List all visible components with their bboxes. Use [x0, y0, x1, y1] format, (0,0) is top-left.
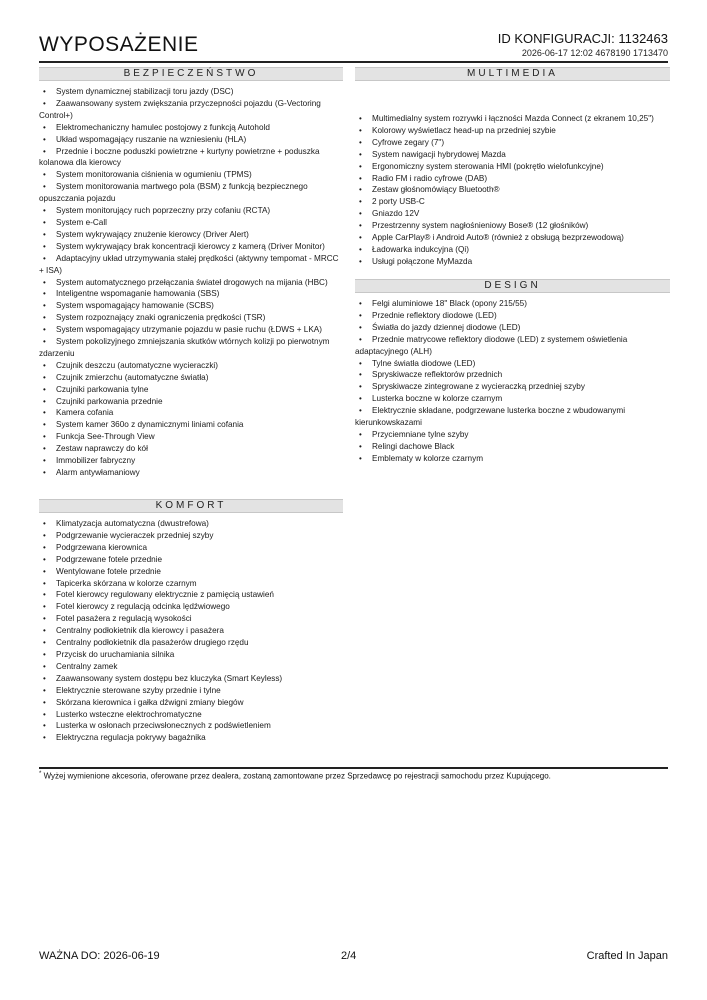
list-item: • Tylne światła diodowe (LED) [355, 358, 670, 370]
header-divider [39, 61, 668, 63]
list-item: • Multimedialny system rozrywki i łączności Mazda Connect (z ekranem 10,25") [355, 113, 670, 125]
list-item: • System pokolizyjnego zmniejszania skutków wtórnych kolizji po pierwotnym zdarzeniu [39, 336, 343, 360]
list-item: • Przednie reflektory diodowe (LED) [355, 310, 670, 322]
design-list [355, 293, 670, 465]
list-item: • Radio FM i radio cyfrowe (DAB) [355, 173, 670, 185]
list-item: • Centralny zamek [39, 661, 343, 673]
list-item: • Podgrzewanie wycieraczek przedniej szyby [39, 530, 343, 542]
list-item: • Fotel kierowcy z regulacją odcinka lędźwiowego [39, 601, 343, 613]
list-item: • Lusterko wsteczne elektrochromatyczne [39, 709, 343, 721]
list-item: • Elektromechaniczny hamulec postojowy z funkcją Autohold [39, 122, 343, 134]
list-item: • Czujnik deszczu (automatyczne wycieraczki) [39, 360, 343, 372]
list-item: • Fotel kierowcy regulowany elektrycznie z pamięcią ustawień [39, 589, 343, 601]
list-item: • Emblematy w kolorze czarnym [355, 453, 670, 465]
list-item: • Czujniki parkowania przednie [39, 396, 343, 408]
list-item: • Ergonomiczny system sterowania HMI (pokrętło wielofunkcyjne) [355, 161, 670, 173]
list-item: • Lusterka w osłonach przeciwsłonecznych z podświetleniem [39, 720, 343, 732]
list-item: • Zestaw głośnomówiący Bluetooth® [355, 184, 670, 196]
list-item: • Spryskiwacze zintegrowane z wycieraczką przedniej szyby [355, 381, 670, 393]
list-item: • Inteligentne wspomaganie hamowania (SBS) [39, 288, 343, 300]
list-item: • System automatycznego przełączania świateł drogowych na mijania (HBC) [39, 277, 343, 289]
list-item: • System wykrywający znużenie kierowcy (Driver Alert) [39, 229, 343, 241]
list-item: • Przycisk do uruchamiania silnika [39, 649, 343, 661]
list-item: • Przednie matrycowe reflektory diodowe (LED) z systemem oświetlenia adaptacyjnego (ALH) [355, 334, 670, 358]
list-item: • Podgrzewana kierownica [39, 542, 343, 554]
section-multimedia [355, 67, 670, 268]
comfort-list [39, 513, 343, 744]
list-item: • Skórzana kierownica i gałka dźwigni zmiany biegów [39, 697, 343, 709]
list-item: • System monitorujący ruch poprzeczny przy cofaniu (RCTA) [39, 205, 343, 217]
footnote-text: Wyżej wymienione akcesoria, oferowane przez dealera, zostaną zamontowane przez Sprzedawcę po rejestracji samochodu przez Kupującego. [43, 771, 551, 781]
configuration-meta: 2026-06-17 12:02 4678190 1713470 [521, 48, 668, 58]
configuration-id: ID KONFIGURACJI: 1132463 [497, 31, 668, 46]
footnote-divider [39, 767, 668, 769]
list-item: • Immobilizer fabryczny [39, 455, 343, 467]
multimedia-list [355, 81, 670, 268]
list-item: • Usługi połączone MyMazda [355, 256, 670, 268]
section-header-comfort: KOMFORT [39, 499, 343, 513]
crafted-in-japan: Crafted In Japan [586, 950, 668, 962]
page-number: 2/4 [341, 950, 357, 962]
list-item: • Zestaw naprawczy do kół [39, 443, 343, 455]
list-item: • Światła do jazdy dziennej diodowe (LED) [355, 322, 670, 334]
list-item: • Relingi dachowe Black [355, 441, 670, 453]
list-item: • Kolorowy wyświetlacz head-up na przedniej szybie [355, 125, 670, 137]
list-item: • System kamer 360o z dynamicznymi liniami cofania [39, 419, 343, 431]
section-safety [39, 67, 343, 479]
list-item: • System wspomagający hamowanie (SCBS) [39, 300, 343, 312]
section-header-safety: BEZPIECZEŃSTWO [39, 67, 343, 81]
list-item: • Wentylowane fotele przednie [39, 566, 343, 578]
section-design [355, 279, 670, 465]
list-item: • Zaawansowany system dostępu bez kluczyka (Smart Keyless) [39, 673, 343, 685]
list-item: • Ładowarka indukcyjna (Qi) [355, 244, 670, 256]
list-item: • Zaawansowany system zwiększania przyczepności pojazdu (G-Vectoring Control+) [39, 98, 343, 122]
section-comfort [39, 499, 343, 744]
list-item: • Lusterka boczne w kolorze czarnym [355, 393, 670, 405]
list-item: • Tapicerka skórzana w kolorze czarnym [39, 578, 343, 590]
list-item: • Alarm antywłamaniowy [39, 467, 343, 479]
list-item: • Układ wspomagający ruszanie na wzniesieniu (HLA) [39, 134, 343, 146]
list-item: • System rozpoznający znaki ograniczenia prędkości (TSR) [39, 312, 343, 324]
list-item: • Przednie i boczne poduszki powietrzne + kurtyny powietrzne + poduszka kolanowa dla kierowcy [39, 146, 343, 170]
list-item: • Gniazdo 12V [355, 208, 670, 220]
list-item: • Centralny podłokietnik dla kierowcy i pasażera [39, 625, 343, 637]
list-item: • System wspomagający utrzymanie pojazdu w pasie ruchu (ŁDWS + LKA) [39, 324, 343, 336]
list-item: • System nawigacji hybrydowej Mazda [355, 149, 670, 161]
list-item: • Elektrycznie sterowane szyby przednie i tylne [39, 685, 343, 697]
valid-until: WAŻNA DO: 2026-06-19 [39, 950, 160, 962]
list-item: • Klimatyzacja automatyczna (dwustrefowa) [39, 518, 343, 530]
list-item: • Funkcja See-Through View [39, 431, 343, 443]
list-item: • Spryskiwacze reflektorów przednich [355, 369, 670, 381]
list-item: • System monitorowania ciśnienia w ogumieniu (TPMS) [39, 169, 343, 181]
list-item: • Centralny podłokietnik dla pasażerów drugiego rzędu [39, 637, 343, 649]
list-item: • Czujniki parkowania tylne [39, 384, 343, 396]
list-item: • Podgrzewane fotele przednie [39, 554, 343, 566]
list-item: • Czujnik zmierzchu (automatyczne światła) [39, 372, 343, 384]
list-item: • Apple CarPlay® i Android Auto® (również z obsługą bezprzewodową) [355, 232, 670, 244]
section-header-multimedia: MULTIMEDIA [355, 67, 670, 81]
list-item: • Przestrzenny system nagłośnieniowy Bose® (12 głośników) [355, 220, 670, 232]
list-item: • System dynamicznej stabilizacji toru jazdy (DSC) [39, 86, 343, 98]
list-item: • System e-Call [39, 217, 343, 229]
list-item: • Przyciemniane tylne szyby [355, 429, 670, 441]
footnote [39, 771, 551, 781]
list-item: • Felgi aluminiowe 18" Black (opony 215/55) [355, 298, 670, 310]
footnote-mark: * [39, 771, 42, 777]
list-item: • Elektryczna regulacja pokrywy bagażnika [39, 732, 343, 744]
section-header-design: DESIGN [355, 279, 670, 293]
page-title: WYPOSAŻENIE [39, 33, 199, 56]
list-item: • System wykrywający brak koncentracji kierowcy z kamerą (Driver Monitor) [39, 241, 343, 253]
safety-list [39, 81, 343, 479]
list-item: • 2 porty USB-C [355, 196, 670, 208]
list-item: • Fotel pasażera z regulacją wysokości [39, 613, 343, 625]
list-item: • Cyfrowe zegary (7") [355, 137, 670, 149]
list-item: • Elektrycznie składane, podgrzewane lusterka boczne z wbudowanymi kierunkowskazami [355, 405, 670, 429]
list-item: • System monitorowania martwego pola (BSM) z funkcją bezpiecznego opuszczania pojazdu [39, 181, 343, 205]
list-item: • Adaptacyjny układ utrzymywania stałej prędkości (aktywny tempomat - MRCC + ISA) [39, 253, 343, 277]
list-item: • Kamera cofania [39, 407, 343, 419]
